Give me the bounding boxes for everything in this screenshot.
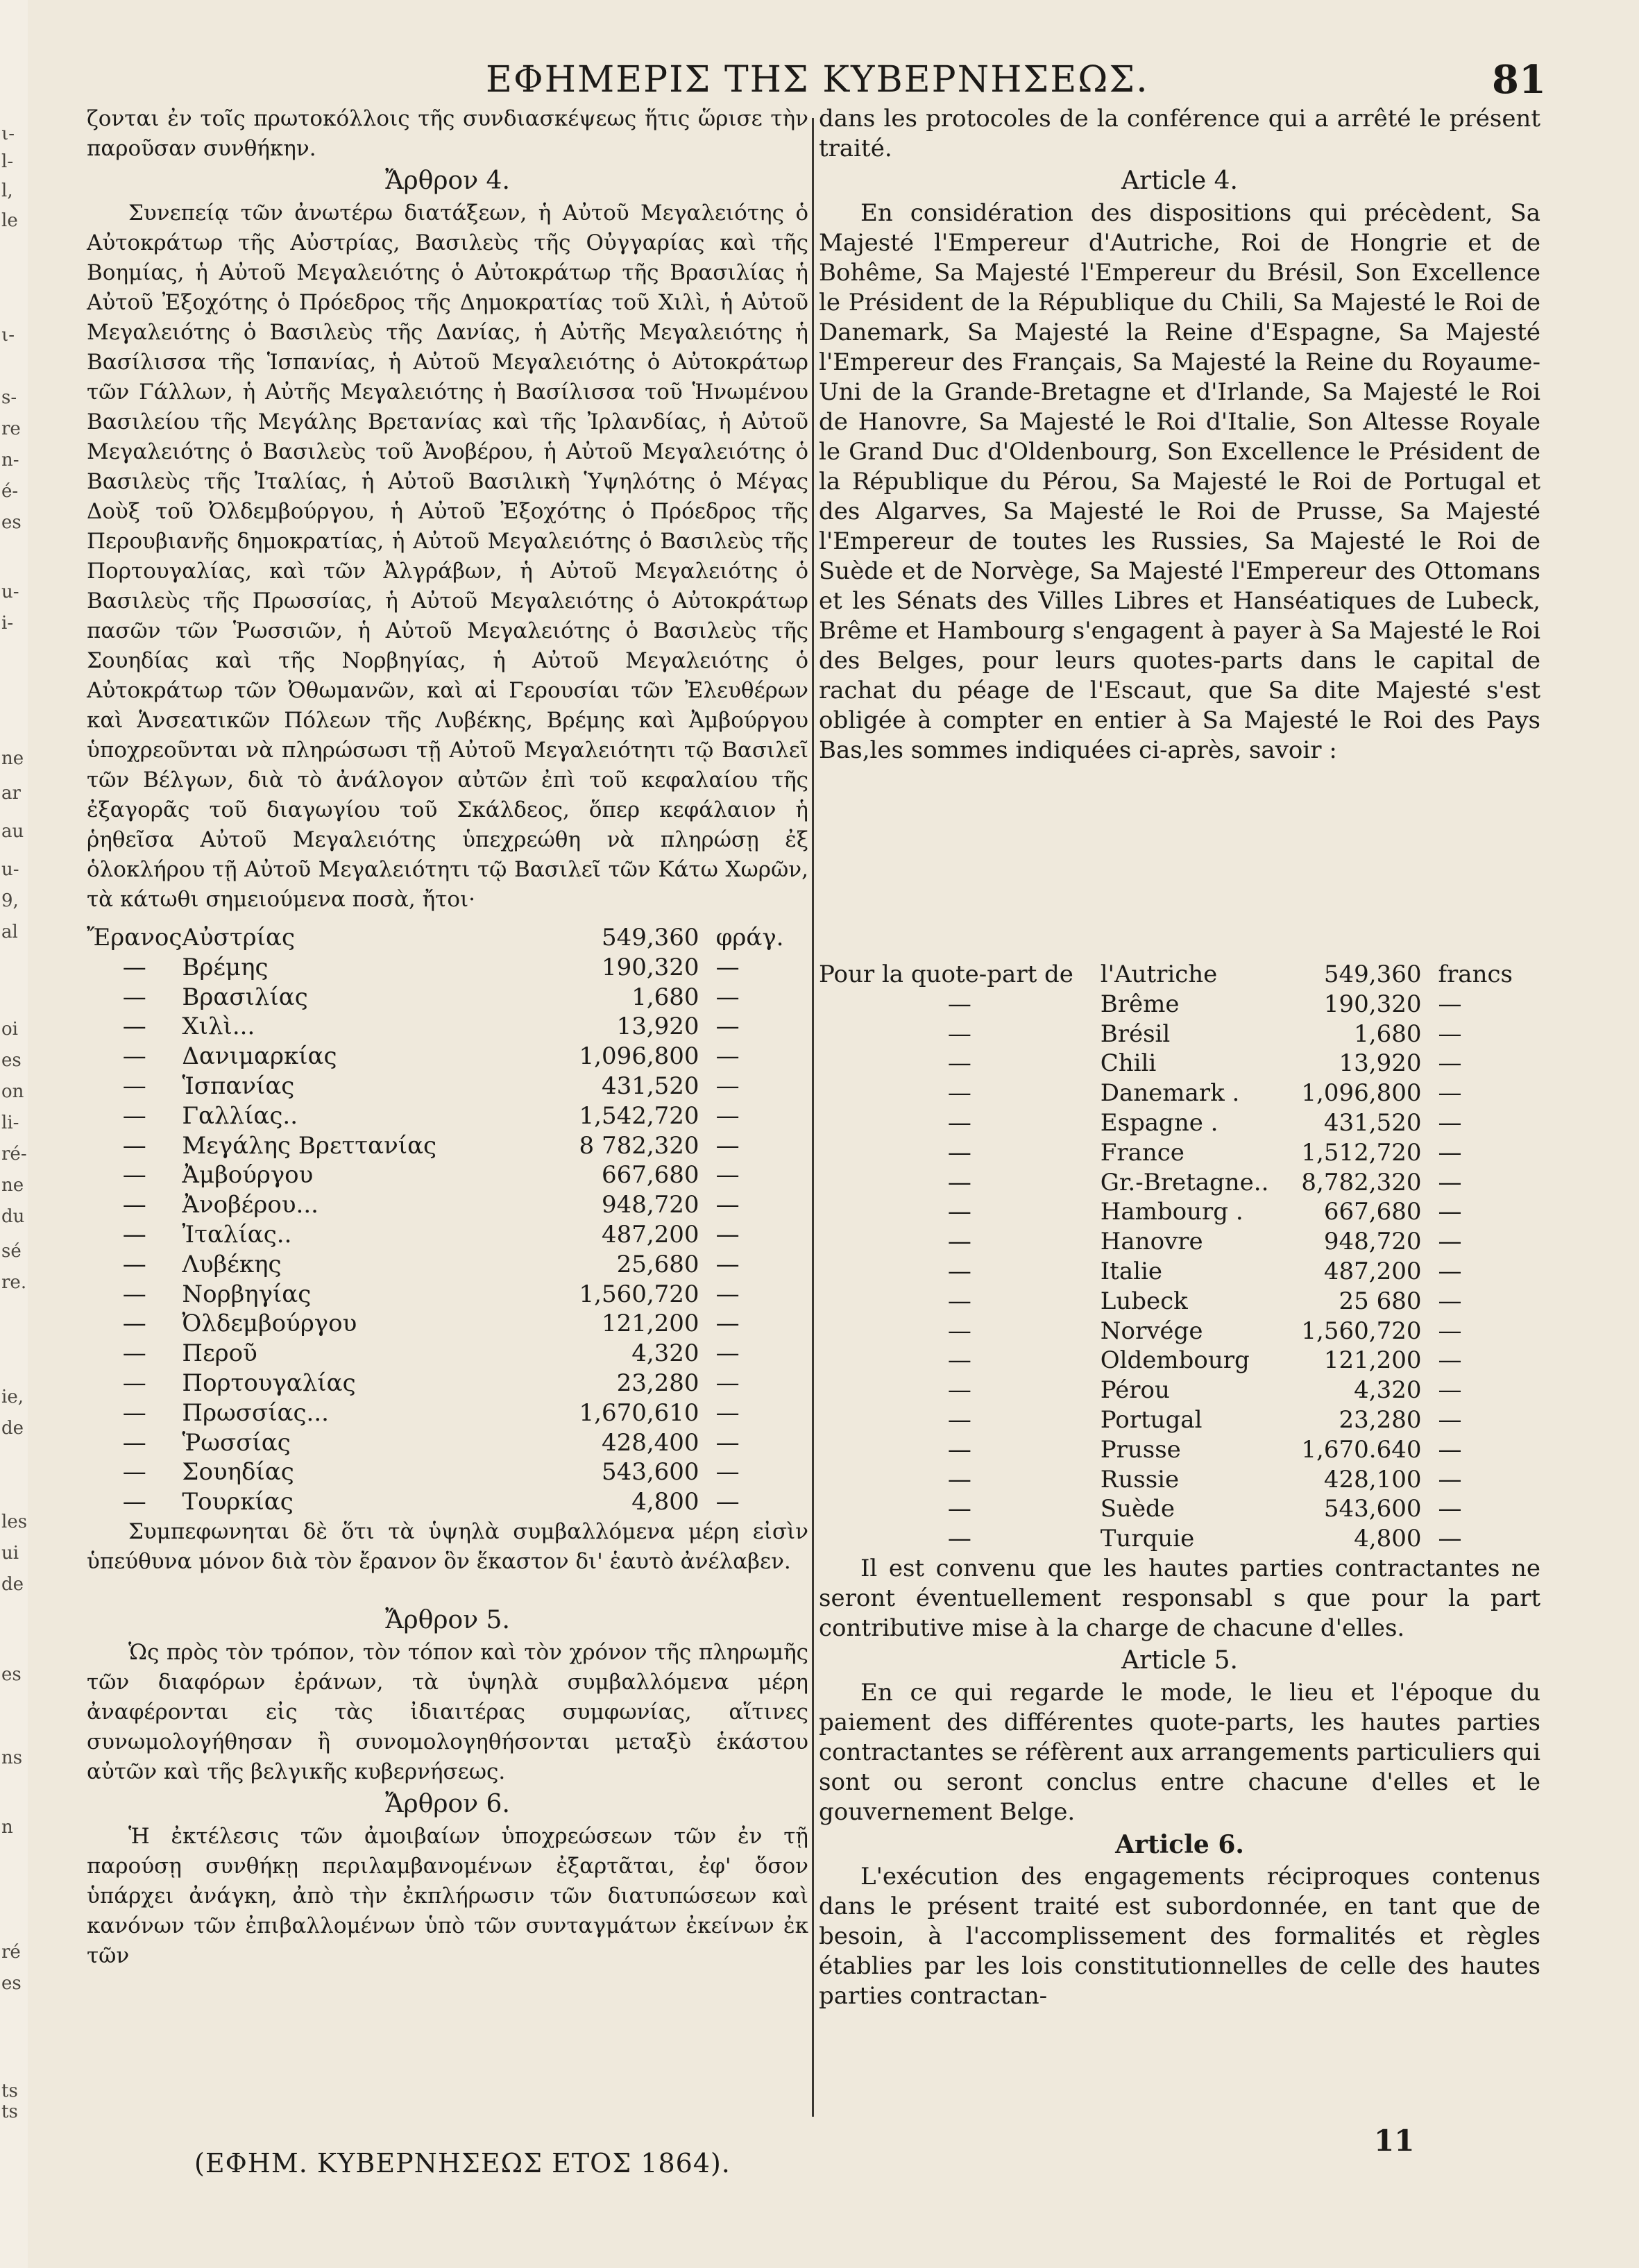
contribution-prefix: — xyxy=(122,1220,146,1249)
contribution-amount: 190,320 xyxy=(1323,990,1422,1018)
contribution-prefix: — xyxy=(122,1131,146,1160)
french-column xyxy=(819,104,1540,2011)
contribution-country: Suède xyxy=(1100,1495,1175,1523)
contribution-country: Ἰταλίας.. xyxy=(182,1220,292,1249)
greek-contribution-row xyxy=(87,1101,808,1131)
contribution-amount: 667,680 xyxy=(601,1161,699,1190)
gutter-fragment: ι- xyxy=(1,124,15,144)
gutter-fragment: oi xyxy=(1,1019,18,1040)
contribution-amount: 428,400 xyxy=(601,1428,699,1457)
contribution-amount: 4,800 xyxy=(631,1488,699,1516)
contribution-prefix: — xyxy=(122,983,146,1011)
french-contribution-row xyxy=(819,1227,1513,1257)
contribution-unit: — xyxy=(1438,1287,1462,1315)
gutter-fragment: ui xyxy=(1,1543,19,1564)
contribution-unit: — xyxy=(1438,1317,1462,1345)
greek-contribution-row xyxy=(87,1457,808,1487)
french-contribution-row xyxy=(819,1494,1513,1524)
greek-contribution-row xyxy=(87,1072,808,1101)
contribution-country: Norvége xyxy=(1100,1317,1203,1345)
greek-intro: ζονται ἐν τοῖς πρωτοκόλλοις τῆς συνδιασκέψεως ἥτις ὥρισε τὴν παροῦσαν συνθήκην. xyxy=(87,106,808,161)
gutter-fragment: ar xyxy=(1,783,21,804)
gutter-fragment: al xyxy=(1,922,18,942)
contribution-prefix: Pour la quote-part de xyxy=(819,960,1073,988)
contribution-prefix: — xyxy=(947,1198,971,1226)
contribution-unit: francs xyxy=(1438,960,1513,988)
contribution-country: Ῥωσσίας xyxy=(182,1428,291,1457)
contribution-prefix: — xyxy=(947,1346,971,1375)
running-head-title: ΕΦΗΜΕΡΙΣ ΤΗΣ ΚΥΒΕΡΝΗΣΕΩΣ. xyxy=(486,59,1149,101)
french-contribution-row xyxy=(819,1078,1513,1108)
contribution-prefix: — xyxy=(122,1339,146,1368)
contribution-country: Oldembourg xyxy=(1100,1346,1250,1375)
gutter-fragment: es xyxy=(1,512,22,533)
gutter-fragment: ne xyxy=(1,748,24,769)
contribution-prefix: — xyxy=(122,1369,146,1397)
greek-contribution-row xyxy=(87,1487,808,1517)
contribution-amount: 1,560,720 xyxy=(579,1280,699,1308)
contribution-country: Prusse xyxy=(1100,1435,1181,1464)
contribution-amount: 1,680 xyxy=(1354,1019,1422,1048)
contribution-prefix: — xyxy=(122,1488,146,1516)
contribution-unit: — xyxy=(1438,1168,1462,1196)
contribution-amount: 121,200 xyxy=(601,1310,699,1338)
greek-article-4-heading: Ἄρθρον 4. xyxy=(385,167,510,195)
greek-article-5-text: Ὡς πρὸς τὸν τρόπον, τὸν τόπον καὶ τὸν χρόνον τῆς πληρωμῆς τῶν διαφόρων ἐράνων, τὰ ὑψηλὰ συμβαλλόμενα μέρη ἀναφέρονται εἰς τὰς ἰδιαιτέρας συμφωνίας, αἵτινες συνωμολογήθησαν ἢ συνομολογηθήσονται μεταξὺ ἑκάστου αὐτῶν καὶ τῆς βελγικῆς κυβερνήσεως. xyxy=(87,1639,808,1784)
contribution-unit: — xyxy=(715,1398,740,1427)
contribution-unit: — xyxy=(1438,1049,1462,1078)
contribution-prefix: — xyxy=(947,1495,971,1523)
greek-contribution-row xyxy=(87,1220,808,1250)
greek-article-6-text: Ἡ ἐκτέλεσις τῶν ἀμοιβαίων ὑποχρεώσεων τῶν ἐν τῇ παρούσῃ συνθήκῃ περιλαμβανομένων ἐξαρτᾶται, ἐφ' ὅσον ὑπάρχει ἀνάγκη, ἀπὸ τὴν ἐκπλήρωσιν τῶν διατυπώσεων καὶ κανόνων τῶν ἐπιβαλλομένων ὑπὸ τῶν συνταγμάτων ἐκείνων ἐκ τῶν xyxy=(87,1823,808,1968)
contribution-prefix: — xyxy=(947,1138,971,1167)
contribution-prefix: — xyxy=(947,1019,971,1048)
french-contribution-row xyxy=(819,1405,1513,1435)
contribution-prefix: — xyxy=(122,1013,146,1041)
greek-contribution-row xyxy=(87,1160,808,1190)
contribution-unit: — xyxy=(715,983,740,1011)
contribution-prefix: — xyxy=(122,1280,146,1308)
gutter-fragment: ts xyxy=(1,2081,18,2101)
contribution-prefix: — xyxy=(122,1458,146,1487)
contribution-prefix: — xyxy=(947,1108,971,1137)
contribution-prefix: — xyxy=(947,1079,971,1108)
contribution-amount: 549,360 xyxy=(1323,960,1422,988)
greek-contribution-row xyxy=(87,1131,808,1161)
contribution-amount: 1,680 xyxy=(631,983,699,1011)
contribution-unit: — xyxy=(715,1042,740,1071)
french-liability-clause: Il est convenu que les hautes parties contractantes ne seront éventuellement responsabl s que pour la part contributive mise à la charge de chacune d'elles. xyxy=(819,1554,1540,1642)
contribution-amount: 549,360 xyxy=(601,924,699,951)
contribution-unit: φράγ. xyxy=(715,924,784,951)
contribution-amount: 1,512,720 xyxy=(1301,1138,1422,1167)
french-article-5-heading: Article 5. xyxy=(1121,1645,1238,1675)
gutter-fragment: es xyxy=(1,1973,22,1994)
french-intro: dans les protocoles de la conférence qui a arrêté le présent traité. xyxy=(819,105,1540,162)
contribution-unit: — xyxy=(715,1339,740,1368)
contribution-country: Hambourg . xyxy=(1100,1198,1243,1226)
gutter-fragment: re xyxy=(1,418,21,439)
contribution-country: Turquie xyxy=(1100,1525,1195,1553)
contribution-country: Λυβέκης xyxy=(182,1250,282,1278)
contribution-prefix: — xyxy=(122,953,146,981)
contribution-country: Hanovre xyxy=(1100,1228,1203,1256)
gutter-fragment: au xyxy=(1,821,24,842)
contribution-unit: — xyxy=(1438,990,1462,1018)
contribution-unit: — xyxy=(715,1369,740,1397)
contribution-amount: 428,100 xyxy=(1323,1465,1422,1493)
sheet-number: 11 xyxy=(1374,2124,1415,2158)
contribution-prefix: — xyxy=(122,1191,146,1219)
contribution-country: Νορβηγίας xyxy=(182,1280,312,1308)
contribution-unit: — xyxy=(1438,1346,1462,1375)
contribution-country: Chili xyxy=(1100,1049,1157,1078)
contribution-prefix: — xyxy=(122,1042,146,1071)
gutter-fragment: u- xyxy=(1,582,19,602)
contribution-country: l'Autriche xyxy=(1100,960,1218,988)
greek-contribution-row xyxy=(87,1398,808,1428)
greek-contribution-row xyxy=(87,1280,808,1310)
contribution-country: Γαλλίας.. xyxy=(182,1101,298,1130)
greek-column xyxy=(87,104,808,1971)
contribution-amount: 13,920 xyxy=(616,1013,699,1041)
greek-contribution-row xyxy=(87,1042,808,1072)
french-contribution-row xyxy=(819,960,1513,990)
french-contribution-row xyxy=(819,1168,1513,1198)
french-contribution-row xyxy=(819,1287,1513,1317)
contribution-unit: — xyxy=(1438,1405,1462,1434)
contribution-country: Pérou xyxy=(1100,1376,1170,1405)
greek-liability-clause: Συμπεφωνηται δὲ ὅτι τὰ ὑψηλὰ συμβαλλόμενα μέρη εἰσὶν ὑπεύθυνα μόνον διὰ τὸν ἔρανον ὃν ἕκαστον δι' ἑαυτὸ ἀνέλαβεν. xyxy=(87,1518,808,1574)
page-number: 81 xyxy=(1492,57,1546,103)
contribution-unit: — xyxy=(715,1250,740,1278)
contribution-prefix: — xyxy=(947,1376,971,1405)
contribution-prefix: — xyxy=(122,1310,146,1338)
gutter-fragment: sé xyxy=(1,1241,22,1262)
gutter-fragment: n- xyxy=(1,450,19,471)
gutter-fragment: on xyxy=(1,1081,24,1102)
contribution-prefix: — xyxy=(122,1161,146,1190)
contribution-country: Ὀλδεμβούργου xyxy=(182,1310,357,1338)
french-contribution-row xyxy=(819,1049,1513,1078)
contribution-country: Lubeck xyxy=(1100,1287,1188,1315)
contribution-amount: 8,782,320 xyxy=(1301,1168,1422,1196)
contribution-amount: 543,600 xyxy=(601,1458,699,1487)
contribution-unit: — xyxy=(1438,1257,1462,1285)
contribution-amount: 948,720 xyxy=(1323,1228,1422,1256)
contribution-unit: — xyxy=(715,953,740,981)
french-contribution-row xyxy=(819,1138,1513,1168)
gutter-fragment: ré- xyxy=(1,1144,27,1165)
contribution-prefix: — xyxy=(947,1257,971,1285)
contribution-amount: 25 680 xyxy=(1339,1287,1422,1315)
contribution-prefix: — xyxy=(947,1465,971,1493)
greek-contribution-row xyxy=(87,1339,808,1369)
contribution-country: Πορτουγαλίας xyxy=(182,1369,356,1397)
contribution-country: France xyxy=(1100,1138,1184,1167)
contribution-amount: 543,600 xyxy=(1323,1495,1422,1523)
contribution-amount: 25,680 xyxy=(616,1250,699,1278)
french-article-6-heading: Article 6. xyxy=(1115,1829,1244,1859)
gutter-fragment: ts xyxy=(1,2101,18,2122)
contribution-country: Πρωσσίας... xyxy=(182,1398,329,1427)
contribution-prefix: — xyxy=(947,1525,971,1553)
contribution-country: Ἱσπανίας xyxy=(182,1072,295,1100)
greek-article-4-text: Συνεπείᾳ τῶν ἀνωτέρω διατάξεων, ἡ Αὐτοῦ Μεγαλειότης ὁ Αὐτοκράτωρ τῆς Αὐστρίας, Βασιλεὺς τῆς Οὐγγαρίας καὶ τῆς Βοημίας, ἡ Αὐτοῦ Μεγαλειότης ὁ Αὐτοκράτωρ τῆς Βρασιλίας ἡ Αὐτοῦ Ἐξοχότης ὁ Πρόεδρος τῆς Δημοκρατίας τοῦ Χιλὶ, ἡ Αὐτοῦ Μεγαλειότης ὁ Βασιλεὺς τῆς Δανίας, ἡ Αὐτῆς Μεγαλειότης ἡ Βασίλισσα τῆς Ἱσπανίας, ἡ Αὐτοῦ Μεγαλειότης ὁ Αὐτοκράτωρ τῶν Γάλλων, ἡ Αὐτῆς Μεγαλειότης ἡ Βασίλισσα τοῦ Ἡνωμένου Βασιλείου τῆς Μεγάλης Βρετανίας καὶ τῆς Ἰρλανδίας, ἡ Αὐτοῦ Μεγαλειότης ὁ Βασιλεὺς τοῦ Ἀνοβέρου, ἡ Αὐτοῦ Μεγαλειότης ὁ Βασιλεὺς τῆς Ἰταλίας, ἡ Αὐτοῦ Βασιλικὴ Ὑψηλότης ὁ Μέγας Δοὺξ τοῦ Ὀλδεμβούργου, ἡ Αὐτοῦ Ἐξοχότης ὁ Πρόεδρος τῆς Περουβιανῆς δημοκρατίας, ἡ Αὐτοῦ Μεγαλειότης ὁ Βασιλεὺς τῆς Πορτουγαλίας, καὶ τῶν Ἀλγράβων, ἡ Αὐτοῦ Μεγαλειότης ὁ Βασιλεὺς τῆς Πρωσσίας, ἡ Αὐτοῦ Μεγαλειότης ὁ Αὐτοκράτωρ πασῶν τῶν Ῥωσσιῶν, ἡ Αὐτοῦ Μεγαλειότης ὁ Βασιλεὺς τῆς Σουηδίας καὶ τῆς Νορβηγίας, ἡ Αὐτοῦ Μεγαλειότης ὁ Αὐτοκράτωρ τῶν Ὀθωμανῶν, καὶ αἱ Γερουσίαι τῶν Ἐλευθέρων καὶ Ἁνσεατικῶν Πόλεων τῆς Λυβέκης, Βρέμης καὶ Ἀμβούργου ὑποχρεοῦνται νὰ πληρώσωσι τῇ Αὐτοῦ Μεγαλειότητι τῷ Βασιλεῖ τῶν Βέλγων, διὰ τὸ ἀνάλογον αὐτῶν ἐπὶ τοῦ κεφαλαίου τῆς ἐξαγορᾶς τοῦ διαγωγίου τοῦ Σκάλδεος, ὅπερ κεφάλαιον ἡ ῥηθεῖσα Αὐτοῦ Μεγαλειότης ὑπεχρεώθη νὰ πληρώσῃ ἐξ ὁλοκλήρου τῇ Αὐτοῦ Μεγαλειότητι τῷ Βασιλεῖ τῶν Κάτω Χωρῶν, τὰ κάτωθι σημειούμενα ποσὰ, ἤτοι· xyxy=(87,201,808,912)
french-article-4-text: En considération des dispositions qui précèdent, Sa Majesté l'Empereur d'Autriche, Roi de Hongrie et de Bohême, Sa Majesté l'Empereur du Brésil, Son Excellence le Président de la République du Chili, Sa Majesté le Roi de Danemark, Sa Majesté la Reine d'Espagne, Sa Majesté l'Empereur des Français, Sa Majesté la Reine du Royaume-Uni de la Grande-Bretagne et d'Irlande, Sa Majesté le Roi de Hanovre, Sa Majesté le Roi d'Italie, Son Altesse Royale le Grand Duc d'Oldenbourg, Son Excellence le Président de la République du Pérou, Sa Majesté le Roi de Portugal et des Algarves, Sa Majesté le Roi de Prusse, Sa Majesté l'Empereur de toutes les Russies, Sa Majesté le Roi de Suède et de Norvège, Sa Majesté l'Empereur des Ottomans et les Sénats des Villes Libres et Hanséatiques de Lubeck, Brême et Hambourg s'engagent à payer à Sa Majesté le Roi des Belges, pour leurs quotes-parts dans le capital de rachat du péage de l'Escaut, que Sa dite Majesté s'est obligée à compter en entier à Sa Majesté le Roi des Pays Bas,les sommes indiquées ci-après, savoir : xyxy=(819,199,1540,764)
contribution-unit: — xyxy=(715,1101,740,1130)
contribution-unit: — xyxy=(715,1428,740,1457)
contribution-country: Χιλὶ... xyxy=(182,1013,255,1041)
contribution-country: Περοῦ xyxy=(182,1339,257,1368)
greek-contribution-row xyxy=(87,1012,808,1042)
contribution-unit: — xyxy=(1438,1465,1462,1493)
contribution-prefix: — xyxy=(122,1398,146,1427)
contribution-unit: — xyxy=(1438,1108,1462,1137)
gutter-fragment: ι- xyxy=(1,325,15,346)
contribution-unit: — xyxy=(715,1458,740,1487)
contribution-amount: 4,320 xyxy=(1354,1376,1422,1405)
column-divider xyxy=(812,118,814,2117)
contribution-prefix: — xyxy=(947,1049,971,1078)
gutter-fragment: ie, xyxy=(1,1387,24,1407)
contribution-unit: — xyxy=(1438,1228,1462,1256)
contribution-country: Δανιμαρκίας xyxy=(182,1042,337,1071)
contribution-amount: 1,670,610 xyxy=(579,1398,699,1427)
contribution-unit: — xyxy=(715,1072,740,1100)
contribution-prefix: — xyxy=(947,1168,971,1196)
contribution-country: Portugal xyxy=(1100,1405,1203,1434)
contribution-unit: — xyxy=(715,1488,740,1516)
contribution-unit: — xyxy=(1438,1435,1462,1464)
french-article-4-heading: Article 4. xyxy=(1121,167,1238,195)
gutter-fragment: les xyxy=(1,1512,28,1532)
contribution-amount: 23,280 xyxy=(616,1369,699,1397)
contribution-country: Espagne . xyxy=(1100,1108,1218,1137)
contribution-unit: — xyxy=(715,1191,740,1219)
greek-contribution-row xyxy=(87,1250,808,1280)
french-article-6-text: L'exécution des engagements réciproques contenus dans le présent traité est subordonnée, en tant que de besoin, à l'accomplissement des formalités et règles établies par les lois constitutionnelles de celle des hautes parties contractan- xyxy=(819,1862,1540,2010)
french-contribution-row xyxy=(819,1197,1513,1227)
gutter-fragment: li- xyxy=(1,1112,19,1133)
contribution-prefix: — xyxy=(947,1405,971,1434)
contribution-unit: — xyxy=(1438,1525,1462,1553)
contribution-amount: 1,542,720 xyxy=(579,1101,699,1130)
french-contribution-row xyxy=(819,1317,1513,1346)
contribution-prefix: — xyxy=(947,1317,971,1345)
contribution-unit: — xyxy=(715,1310,740,1338)
contribution-amount: 190,320 xyxy=(601,953,699,981)
contribution-unit: — xyxy=(715,1161,740,1190)
gutter-fragment: i- xyxy=(1,613,14,634)
contribution-prefix: — xyxy=(947,1228,971,1256)
contribution-prefix: — xyxy=(947,990,971,1018)
contribution-country: Ἀμβούργου xyxy=(182,1161,314,1190)
contribution-country: Danemark . xyxy=(1100,1079,1240,1108)
gutter-fragment: es xyxy=(1,1664,22,1685)
contribution-amount: 948,720 xyxy=(601,1191,699,1219)
gutter-fragment: re. xyxy=(1,1272,27,1293)
contribution-amount: 23,280 xyxy=(1339,1405,1422,1434)
contribution-unit: — xyxy=(1438,1138,1462,1167)
contribution-country: Ἀνοβέρου... xyxy=(182,1191,319,1219)
contribution-country: Brême xyxy=(1100,990,1180,1018)
contribution-amount: 8 782,320 xyxy=(579,1131,699,1160)
french-contribution-row xyxy=(819,1257,1513,1287)
greek-contribution-row xyxy=(87,1190,808,1220)
gutter-fragment: ne xyxy=(1,1175,24,1196)
gutter-fragment: l, xyxy=(1,180,13,201)
greek-contribution-row xyxy=(87,1428,808,1458)
gutter-fragment: l- xyxy=(1,151,14,172)
contribution-country: Μεγάλης Βρεττανίας xyxy=(182,1131,437,1160)
contribution-amount: 431,520 xyxy=(1323,1108,1422,1137)
greek-contribution-row xyxy=(87,1309,808,1339)
gutter-fragment: ré xyxy=(1,1942,21,1963)
gutter-fragment: le xyxy=(1,210,18,231)
gutter-fragment: es xyxy=(1,1050,22,1071)
contribution-unit: — xyxy=(1438,1079,1462,1108)
french-contribution-row xyxy=(819,1524,1513,1554)
adjacent-page-gutter xyxy=(0,0,28,2268)
french-contribution-row xyxy=(819,1435,1513,1465)
contribution-prefix: — xyxy=(122,1428,146,1457)
gutter-fragment: de xyxy=(1,1574,24,1595)
gutter-fragment: s- xyxy=(1,387,17,408)
contribution-amount: 667,680 xyxy=(1323,1198,1422,1226)
contribution-country: Italie xyxy=(1100,1257,1162,1285)
greek-contribution-row xyxy=(87,953,808,983)
gutter-fragment: ns xyxy=(1,1747,23,1768)
contribution-amount: 13,920 xyxy=(1339,1049,1422,1078)
contribution-prefix: — xyxy=(947,1435,971,1464)
contribution-amount: 1,560,720 xyxy=(1301,1317,1422,1345)
contribution-unit: — xyxy=(715,1220,740,1249)
greek-contribution-table xyxy=(87,923,808,1517)
contribution-amount: 487,200 xyxy=(601,1220,699,1249)
greek-contribution-row xyxy=(87,983,808,1013)
gutter-fragment: 9, xyxy=(1,890,19,911)
french-contribution-row xyxy=(819,990,1513,1019)
contribution-amount: 487,200 xyxy=(1323,1257,1422,1285)
french-contribution-row xyxy=(819,1108,1513,1138)
greek-article-5-heading: Ἄρθρον 5. xyxy=(385,1605,510,1634)
contribution-country: Βρέμης xyxy=(182,953,269,981)
contribution-amount: 4,800 xyxy=(1354,1525,1422,1553)
gutter-fragment: n xyxy=(1,1817,13,1838)
gutter-fragment: de xyxy=(1,1418,24,1439)
gutter-fragment: u- xyxy=(1,859,19,880)
french-contribution-row xyxy=(819,1376,1513,1405)
contribution-prefix: Ἔρανος xyxy=(87,924,182,951)
contribution-prefix: — xyxy=(947,1287,971,1315)
gutter-fragment: é- xyxy=(1,481,19,502)
contribution-unit: — xyxy=(715,1280,740,1308)
gazette-year-footer: (ΕΦΗΜ. ΚΥΒΕΡΝΗΣΕΩΣ ΕΤΟΣ 1864). xyxy=(194,2148,731,2178)
contribution-amount: 1,670.640 xyxy=(1301,1435,1422,1464)
contribution-amount: 1,096,800 xyxy=(579,1042,699,1071)
contribution-prefix: — xyxy=(122,1101,146,1130)
contribution-country: Gr.-Bretagne.. xyxy=(1100,1168,1269,1196)
french-contribution-table xyxy=(819,960,1513,1554)
contribution-country: Russie xyxy=(1100,1465,1180,1493)
contribution-country: Τουρκίας xyxy=(182,1488,294,1516)
contribution-country: Σουηδίας xyxy=(182,1458,294,1487)
french-contribution-row xyxy=(819,1465,1513,1495)
french-article-5-text: En ce qui regarde le mode, le lieu et l'époque du paiement des différentes quote-parts, les hautes parties contractantes se réfèrent aux arrangements particuliers qui sont ou seront conclus entre chacune d'elles et le gouvernement Belge. xyxy=(819,1678,1540,1826)
contribution-unit: — xyxy=(715,1131,740,1160)
contribution-unit: — xyxy=(1438,1019,1462,1048)
contribution-prefix: — xyxy=(122,1072,146,1100)
contribution-unit: — xyxy=(1438,1376,1462,1405)
contribution-unit: — xyxy=(1438,1198,1462,1226)
contribution-amount: 4,320 xyxy=(631,1339,699,1368)
contribution-amount: 1,096,800 xyxy=(1301,1079,1422,1108)
greek-article-6-heading: Ἄρθρον 6. xyxy=(385,1789,510,1818)
contribution-unit: — xyxy=(715,1013,740,1041)
contribution-amount: 121,200 xyxy=(1323,1346,1422,1375)
french-contribution-row xyxy=(819,1346,1513,1376)
greek-contribution-row xyxy=(87,923,808,953)
contribution-unit: — xyxy=(1438,1495,1462,1523)
contribution-prefix: — xyxy=(122,1250,146,1278)
gutter-fragment: du xyxy=(1,1206,25,1227)
french-contribution-row xyxy=(819,1019,1513,1049)
contribution-amount: 431,520 xyxy=(601,1072,699,1100)
greek-contribution-row xyxy=(87,1369,808,1398)
contribution-country: Βρασιλίας xyxy=(182,983,308,1011)
contribution-country: Αὐστρίας xyxy=(182,924,295,951)
contribution-country: Brésil xyxy=(1100,1019,1171,1048)
